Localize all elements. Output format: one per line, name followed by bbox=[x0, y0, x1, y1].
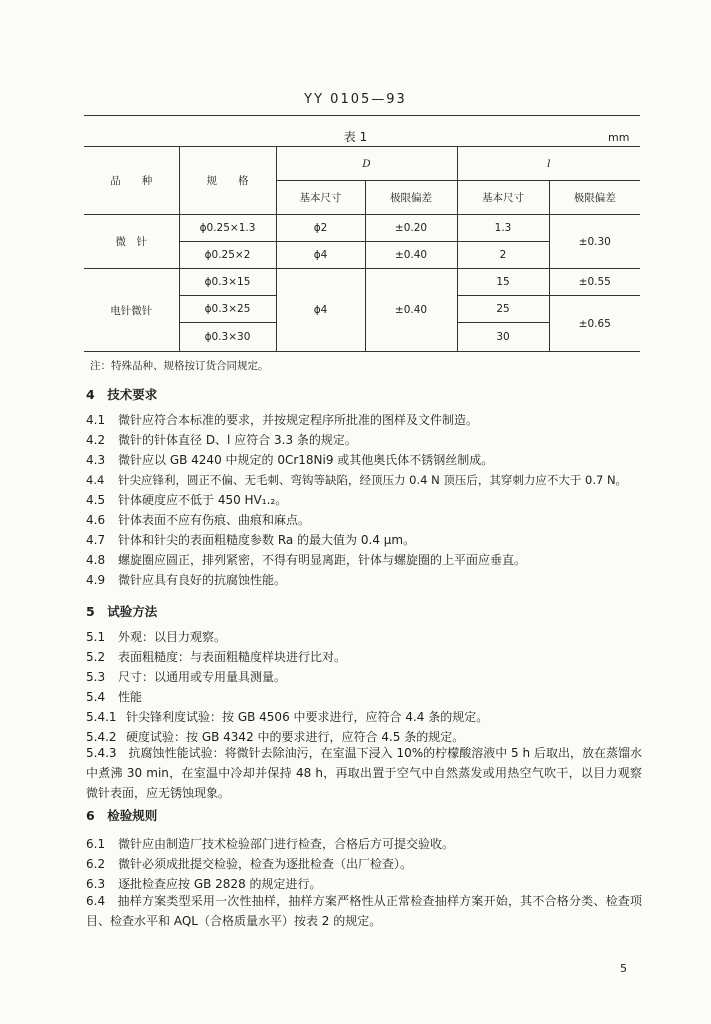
cell-spec: ϕ0.3×15 bbox=[179, 269, 276, 296]
cell-spec: ϕ0.3×30 bbox=[179, 323, 276, 352]
cell-l-basic: 1.3 bbox=[457, 215, 549, 242]
cell-l-dev: ±0.65 bbox=[549, 296, 640, 352]
header-variety: 品 种 bbox=[84, 147, 179, 215]
clause-5-4-3: 5.4.3 抗腐蚀性能试验：将微针去除油污，在室温下浸入 10%的柠檬酸溶液中 5 h 后取出，放在蒸馏水中煮沸 30 min，在室温中冷却并保持 48 h，再取出置于空气中自然蒸发或用热空气吹干，以目力观察微针表面，应无锈蚀现象。 bbox=[86, 746, 642, 800]
header-d-dev: 极限偏差 bbox=[365, 181, 457, 215]
cell-spec: ϕ0.25×2 bbox=[179, 242, 276, 269]
clause-6-4: 6.4 抽样方案类型采用一次性抽样，抽样方案严格性从正常检查抽样方案开始，其不合格分类、检查项目、检查水平和 AQL（合格质量水平）按表 2 的规定。 bbox=[86, 894, 642, 928]
cell-l-basic: 25 bbox=[457, 296, 549, 323]
clause-5-4: 5.4 性能 bbox=[86, 690, 143, 704]
header-spec: 规 格 bbox=[179, 147, 276, 215]
header-rule bbox=[84, 115, 640, 116]
clause-4-4: 4.4 针尖应锋利，圆正不偏、无毛刺、弯钩等缺陷，经顶压力 0.4 N 顶压后，其穿刺力应不大于 0.7 N。 bbox=[86, 473, 628, 487]
clause-4-8: 4.8 螺旋圈应圆正，排列紧密，不得有明显离距，针体与螺旋圈的上平面应垂直。 bbox=[86, 553, 527, 567]
clause-5-3: 5.3 尺寸：以通用或专用量具测量。 bbox=[86, 670, 287, 684]
table-caption: 表 1 bbox=[343, 130, 368, 144]
section-6-heading: 6 检验规则 bbox=[86, 808, 158, 823]
page-number: 5 bbox=[620, 962, 627, 975]
clause-6-2: 6.2 微针必须成批提交检验，检查为逐批检查（出厂检查）。 bbox=[86, 857, 413, 871]
header-d: D bbox=[276, 147, 457, 181]
clause-4-1: 4.1 微针应符合本标准的要求，并按规定程序所批准的图样及文件制造。 bbox=[86, 413, 479, 427]
header-l: l bbox=[457, 147, 640, 181]
header-d-basic: 基本尺寸 bbox=[276, 181, 365, 215]
cell-l-dev: ±0.30 bbox=[549, 215, 640, 269]
table-unit: mm bbox=[608, 131, 630, 144]
clause-5-1: 5.1 外观：以目力观察。 bbox=[86, 630, 227, 644]
cell-d-basic: ϕ2 bbox=[276, 215, 365, 242]
header-l-basic: 基本尺寸 bbox=[457, 181, 549, 215]
cell-d-dev: ±0.20 bbox=[365, 215, 457, 242]
cell-variety-dianzhen: 电针微针 bbox=[84, 269, 179, 352]
standard-number-header: YY 0105—93 bbox=[304, 92, 407, 107]
cell-l-basic: 15 bbox=[457, 269, 549, 296]
clause-5-4-1: 5.4.1 针尖锋利度试验：按 GB 4506 中要求进行，应符合 4.4 条的规定。 bbox=[86, 710, 489, 724]
cell-l-dev: ±0.55 bbox=[549, 269, 640, 296]
cell-l-basic: 30 bbox=[457, 323, 549, 352]
cell-l-basic: 2 bbox=[457, 242, 549, 269]
cell-d-dev: ±0.40 bbox=[365, 242, 457, 269]
cell-variety-weizhen: 微 针 bbox=[84, 215, 179, 269]
cell-d-basic: ϕ4 bbox=[276, 242, 365, 269]
clause-4-2: 4.2 微针的针体直径 D、l 应符合 3.3 条的规定。 bbox=[86, 433, 357, 447]
clause-4-3: 4.3 微针应以 GB 4240 中规定的 0Cr18Ni9 或其他奥氏体不锈钢丝制成。 bbox=[86, 453, 494, 467]
clause-6-3: 6.3 逐批检查应按 GB 2828 的规定进行。 bbox=[86, 877, 322, 891]
cell-d-basic: ϕ4 bbox=[276, 269, 365, 352]
cell-spec: ϕ0.25×1.3 bbox=[179, 215, 276, 242]
section-4-heading: 4 技术要求 bbox=[86, 387, 158, 402]
section-5-heading: 5 试验方法 bbox=[86, 604, 158, 619]
clause-4-5: 4.5 针体硬度应不低于 450 HV₁.₂。 bbox=[86, 493, 288, 507]
clause-6-1: 6.1 微针应由制造厂技术检验部门进行检查，合格后方可提交验收。 bbox=[86, 837, 455, 851]
cell-d-dev: ±0.40 bbox=[365, 269, 457, 352]
clause-4-9: 4.9 微针应具有良好的抗腐蚀性能。 bbox=[86, 573, 287, 587]
cell-spec: ϕ0.3×25 bbox=[179, 296, 276, 323]
clause-5-4-2: 5.4.2 硬度试验：按 GB 4342 中的要求进行，应符合 4.5 条的规定。 bbox=[86, 730, 465, 744]
clause-4-6: 4.6 针体表面不应有伤痕、曲痕和麻点。 bbox=[86, 513, 311, 527]
clause-4-7: 4.7 针体和针尖的表面粗糙度参数 Ra 的最大值为 0.4 μm。 bbox=[86, 533, 416, 547]
spec-table bbox=[84, 146, 640, 352]
clause-5-2: 5.2 表面粗糙度：与表面粗糙度样块进行比对。 bbox=[86, 650, 347, 664]
table-note: 注：特殊品种、规格按订货合同规定。 bbox=[90, 360, 269, 372]
header-l-dev: 极限偏差 bbox=[549, 181, 640, 215]
